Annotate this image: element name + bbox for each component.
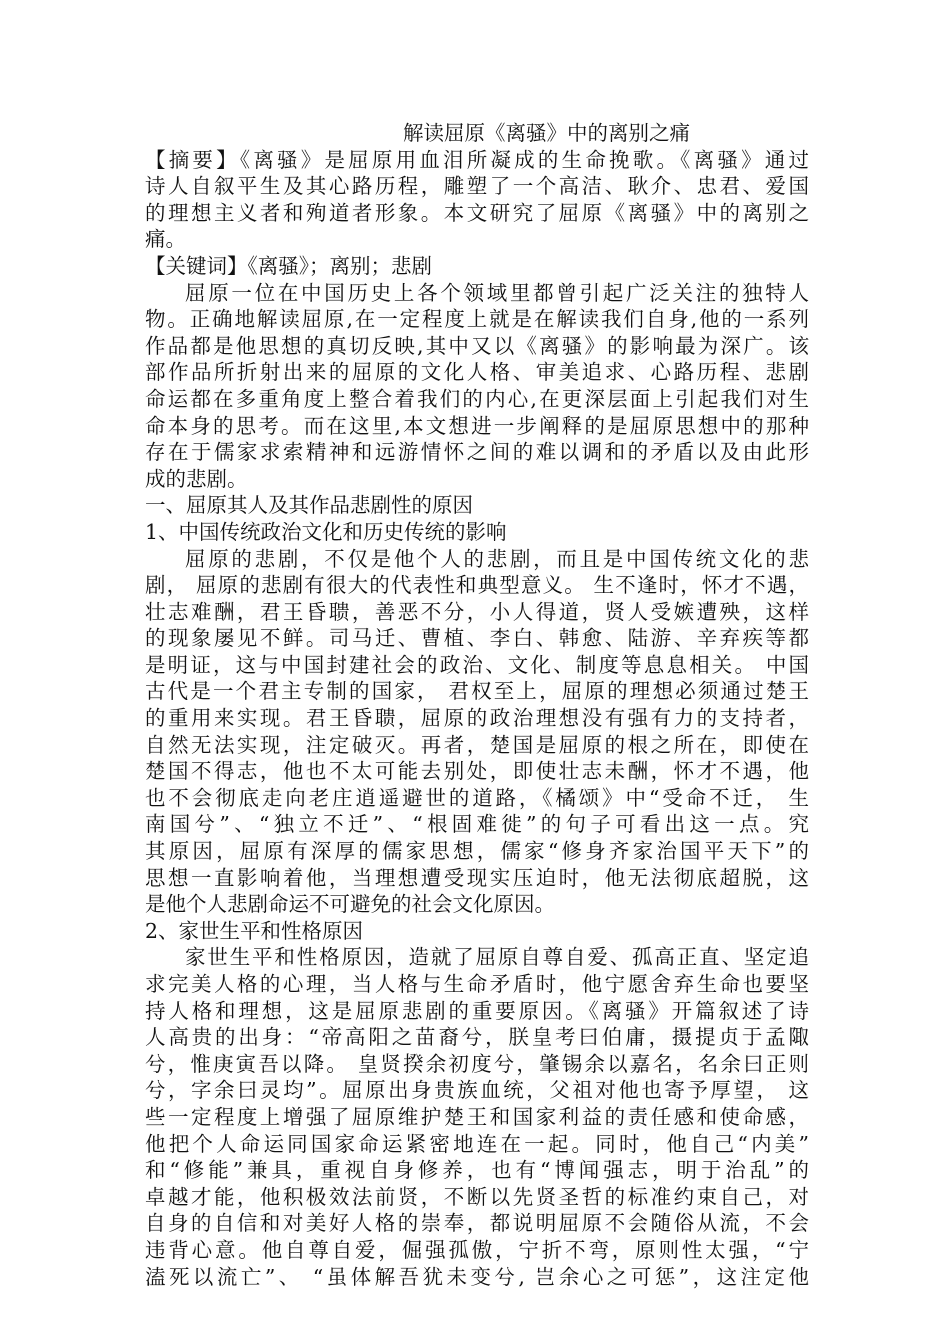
text-line: 南国兮”、“独立不迁”、“根固难徙”的句子可看出这一点。究 xyxy=(145,812,809,837)
text-line: 部作品所折射出来的屈原的文化人格、审美追求、心路历程、悲剧 xyxy=(145,360,809,385)
text-line: 屈原一位在中国历史上各个领域里都曾引起广泛关注的独特人 xyxy=(185,280,809,305)
text-line: 自然无法实现，注定破灭。再者，楚国是屈原的根之所在，即使在 xyxy=(145,732,809,757)
text-line: 2、家世生平和性格原因 xyxy=(145,918,364,943)
text-line: 古代是一个君主专制的国家， 君权至上，屈原的理想必须通过楚王 xyxy=(145,679,809,704)
text-line: 成的悲剧。 xyxy=(145,466,248,491)
text-line: 些一定程度上增强了屈原维护楚王和国家利益的责任感和使命感， xyxy=(145,1104,809,1129)
text-line: 溘死以流亡”、 “虽体解吾犹未变兮, 岂余心之可惩”，这注定他 xyxy=(145,1264,809,1289)
text-line: 的现象屡见不鲜。司马迁、曹植、李白、韩愈、陆游、辛弃疾等都 xyxy=(145,626,809,651)
text-line: 诗人自叙平生及其心路历程，雕塑了一个高洁、耿介、忠君、爱国 xyxy=(145,174,809,199)
document-page xyxy=(145,120,809,1290)
document-title: 解读屈原《离骚》中的离别之痛 xyxy=(403,121,690,145)
text-line: 违背心意。他自尊自爱，倔强孤傲，宁折不弯，原则性太强，“宁 xyxy=(145,1237,809,1262)
text-line: 和“修能”兼具，重视自身修养，也有“博闻强志，明于治乱”的 xyxy=(145,1158,809,1183)
text-line: 卓越才能，他积极效法前贤，不断以先贤圣哲的标准约束自己，对 xyxy=(145,1184,809,1209)
text-line: 的重用来实现。君王昏聩，屈原的政治理想没有强有力的支持者， xyxy=(145,706,809,731)
text-line: 楚国不得志，他也不太可能去别处，即使壮志未酬，怀才不遇，他 xyxy=(145,759,809,784)
text-line: 家世生平和性格原因，造就了屈原自尊自爱、孤高正直、坚定追 xyxy=(185,945,809,970)
text-line: 一、屈原其人及其作品悲剧性的原因 xyxy=(145,493,473,518)
text-line: 是他个人悲剧命运不可避免的社会文化原因。 xyxy=(145,892,555,917)
text-line: 【摘要】《离骚》是屈原用血泪所凝成的生命挽歌。《离骚》通过 xyxy=(145,147,809,172)
text-line: 剧， 屈原的悲剧有很大的代表性和典型意义。 生不逢时，怀才不遇， xyxy=(145,573,809,598)
text-line: 命本身的思考。而在这里,本文想进一步阐释的是屈原思想中的那种 xyxy=(145,413,809,438)
text-line: 也不会彻底走向老庄逍遥避世的道路，《橘颂》中“受命不迁， 生 xyxy=(145,785,809,810)
text-line: 物。正确地解读屈原,在一定程度上就是在解读我们自身,他的一系列 xyxy=(145,307,809,332)
text-line: 的理想主义者和殉道者形象。本文研究了屈原《离骚》中的离别之 xyxy=(145,200,809,225)
text-line: 作品都是他思想的真切反映,其中又以《离骚》的影响最为深广。该 xyxy=(145,333,809,358)
text-line: 兮，惟庚寅吾以降。 皇贤揆余初度兮，肇锡余以嘉名，名余曰正则 xyxy=(145,1051,809,1076)
document-body xyxy=(145,147,809,1291)
text-line: 求完美人格的心理，当人格与生命矛盾时，他宁愿舍弃生命也要坚 xyxy=(145,972,809,996)
text-line: 壮志难酬，君王昏聩，善恶不分，小人得道，贤人受嫉遭殃，这样 xyxy=(145,599,809,624)
text-line: 持人格和理想，这是屈原悲剧的重要原因。《离骚》开篇叙述了诗 xyxy=(145,998,809,1023)
text-line: 思想一直影响着他，当理想遭受现实压迫时，他无法彻底超脱，这 xyxy=(145,865,809,890)
text-line: 命运都在多重角度上整合着我们的内心,在更深层面上引起我们对生 xyxy=(145,386,809,411)
text-line: 兮，字余曰灵均”。屈原出身贵族血统，父祖对他也寄予厚望， 这 xyxy=(145,1078,809,1103)
text-line: 痛。 xyxy=(145,227,186,252)
text-line: 是明证，这与中国封建社会的政治、文化、制度等息息相关。 中国 xyxy=(145,652,809,677)
text-line: 其原因，屈原有深厚的儒家思想，儒家“修身齐家治国平天下”的 xyxy=(145,839,809,864)
text-line: 屈原的悲剧，不仅是他个人的悲剧，而且是中国传统文化的悲 xyxy=(185,546,809,571)
text-line: 存在于儒家求索精神和远游情怀之间的难以调和的矛盾以及由此形 xyxy=(145,440,809,465)
text-line: 【关键词】《离骚》；离别；悲剧 xyxy=(145,253,432,278)
text-line: 人高贵的出身：“帝高阳之苗裔兮，朕皇考曰伯庸，摄提贞于孟陬 xyxy=(145,1025,809,1050)
text-line: 1、中国传统政治文化和历史传统的影响 xyxy=(145,519,507,544)
text-line: 自身的自信和对美好人格的崇奉，都说明屈原不会随俗从流，不会 xyxy=(145,1211,809,1236)
text-line: 他把个人命运同国家命运紧密地连在一起。同时，他自己“内美” xyxy=(145,1131,809,1156)
